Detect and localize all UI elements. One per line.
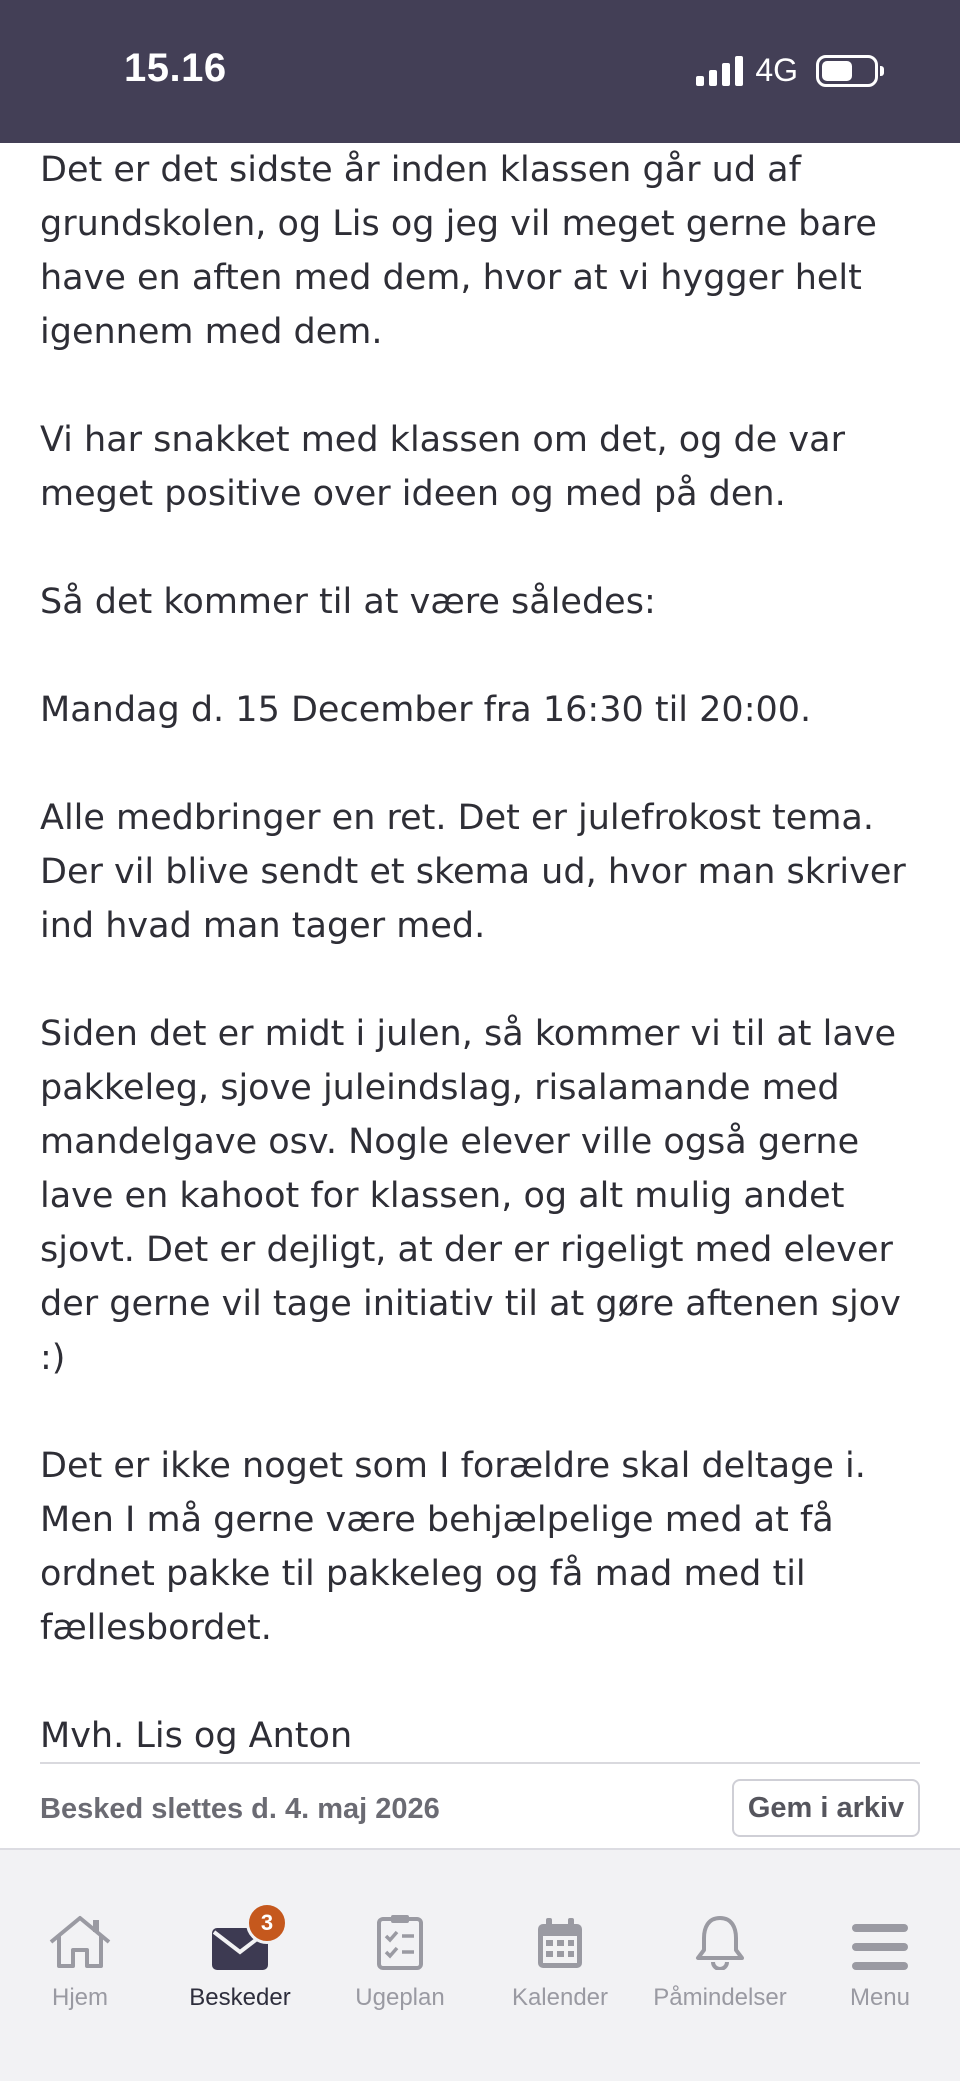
- message-view: [0, 143, 960, 1850]
- home-icon: [0, 1908, 160, 1970]
- network-type: 4G: [755, 52, 798, 88]
- status-time: 15.16: [124, 46, 227, 90]
- tab-label: Hjem: [51, 1984, 108, 2011]
- tab-label: Menu: [849, 1984, 911, 2011]
- message-paragraph: Mandag d. 15 December fra 16:30 til 20:00.: [40, 690, 812, 730]
- message-paragraph: Så det kommer til at være således:: [40, 582, 656, 622]
- archive-button[interactable]: Gem i arkiv: [732, 1779, 920, 1837]
- message-paragraph: Det er det sidste år inden klassen går ud af grundskolen, og Lis og jeg vil meget gerne bare have en aften med dem, hvor at vi hygger helt igennem med dem.: [40, 150, 877, 352]
- tab-label: Ugeplan: [355, 1984, 445, 2011]
- message-paragraph: Siden det er midt i julen, så kommer vi til at lave pakkeleg, sjove juleindslag, risalamande med mandelgave osv. Nogle elever ville også gerne lave en kahoot for klassen, og alt mulig andet sjovt. Det er dejligt, at der er rigeligt med elever der gerne vil tage initiativ til at gøre aftenen sjov :): [40, 1014, 901, 1378]
- signal-icon: [696, 56, 743, 86]
- status-bar: [0, 0, 960, 143]
- message-paragraph: Det er ikke noget som I forældre skal deltage i. Men I må gerne være behjælpelige med at få ordnet pakke til pakkeleg og få mad med til fællesbordet.: [40, 1446, 866, 1648]
- status-indicators: [696, 52, 878, 89]
- delete-date-note: Besked slettes d. 4. maj 2026: [40, 1793, 440, 1825]
- message-body: [40, 143, 930, 1763]
- tab-label: Kalender: [511, 1984, 609, 2011]
- checklist-icon: [320, 1908, 480, 1970]
- tab-label: Beskeder: [189, 1984, 291, 2011]
- message-paragraph: Vi har snakket med klassen om det, og de var meget positive over ideen og med på den.: [40, 420, 845, 514]
- tab-home[interactable]: [0, 1908, 160, 2012]
- battery-icon: [816, 55, 878, 87]
- tab-calendar[interactable]: [480, 1908, 640, 2012]
- hamburger-icon: [800, 1908, 960, 1970]
- calendar-icon: [480, 1908, 640, 1970]
- bell-icon: [640, 1908, 800, 1970]
- message-paragraph: Alle medbringer en ret. Det er julefrokost tema. Der vil blive sendt et skema ud, hvor man skriver ind hvad man tager med.: [40, 798, 906, 946]
- tab-messages[interactable]: [160, 1908, 320, 2012]
- tab-reminders[interactable]: [640, 1908, 800, 2012]
- divider: [40, 1762, 920, 1764]
- tab-menu[interactable]: [800, 1908, 960, 2012]
- unread-badge: 3: [246, 1902, 288, 1944]
- bottom-tab-bar: [0, 1852, 960, 2081]
- tab-label: Påmindelser: [653, 1984, 787, 2011]
- tab-weekplan[interactable]: [320, 1908, 480, 2012]
- envelope-icon: [160, 1908, 320, 1970]
- message-signature: Mvh. Lis og Anton: [40, 1716, 353, 1756]
